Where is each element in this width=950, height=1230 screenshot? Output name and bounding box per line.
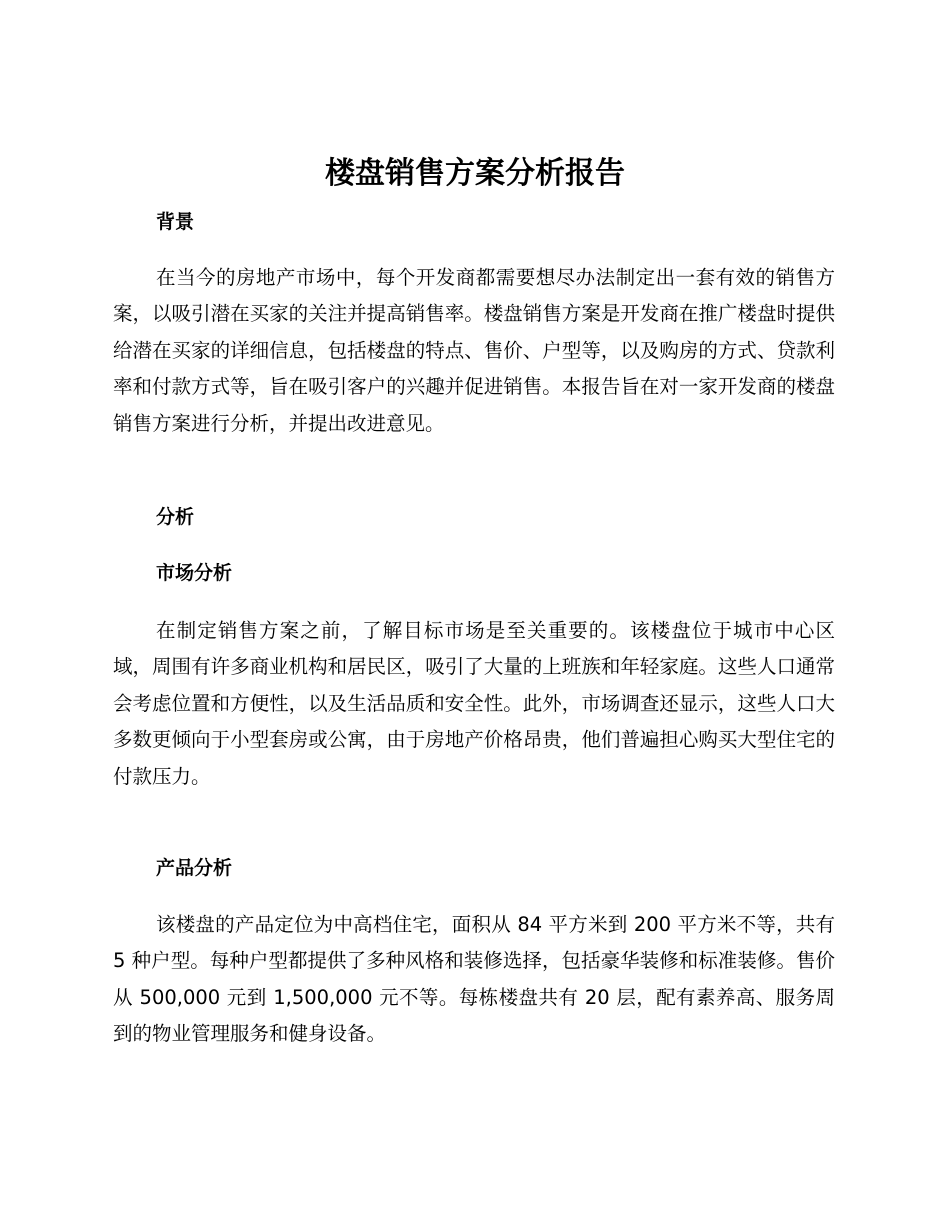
paragraph-background: 在当今的房地产市场中，每个开发商都需要想尽办法制定出一套有效的销售方案，以吸引潜在买家的关注并提高销售率。楼盘销售方案是开发商在推广楼盘时提供给潜在买家的详细信息，包括楼盘的特点、售价、户型等，以及购房的方式、贷款利率和付款方式等，旨在吸引客户的兴趣并促进销售。本报告旨在对一家开发商的楼盘销售方案进行分析，并提出改进意见。: [113, 266, 835, 435]
section-heading-product-analysis: 产品分析: [156, 857, 233, 879]
section-heading-background: 背景: [156, 211, 195, 233]
section-heading-analysis: 分析: [156, 506, 195, 528]
paragraph-product-analysis: 该楼盘的产品定位为中高档住宅，面积从 84 平方米到 200 平方米不等，共有 5 种户型。每种户型都提供了多种风格和装修选择，包括豪华装修和标准装修。售价从 500,000 元到 1,500,000 元不等。每栋楼盘共有 20 层，配有素养高、服务周到的物业管理服务和健身设备。: [113, 913, 835, 1046]
section-heading-market-analysis: 市场分析: [156, 562, 233, 584]
paragraph-market-analysis: 在制定销售方案之前，了解目标市场是至关重要的。该楼盘位于城市中心区域，周围有许多商业机构和居民区，吸引了大量的上班族和年轻家庭。这些人口通常会考虑位置和方便性，以及生活品质和安全性。此外，市场调查还显示，这些人口大多数更倾向于小型套房或公寓，由于房地产价格昂贵，他们普遍担心购买大型住宅的付款压力。: [113, 619, 835, 788]
document-title: 楼盘销售方案分析报告: [325, 156, 625, 191]
